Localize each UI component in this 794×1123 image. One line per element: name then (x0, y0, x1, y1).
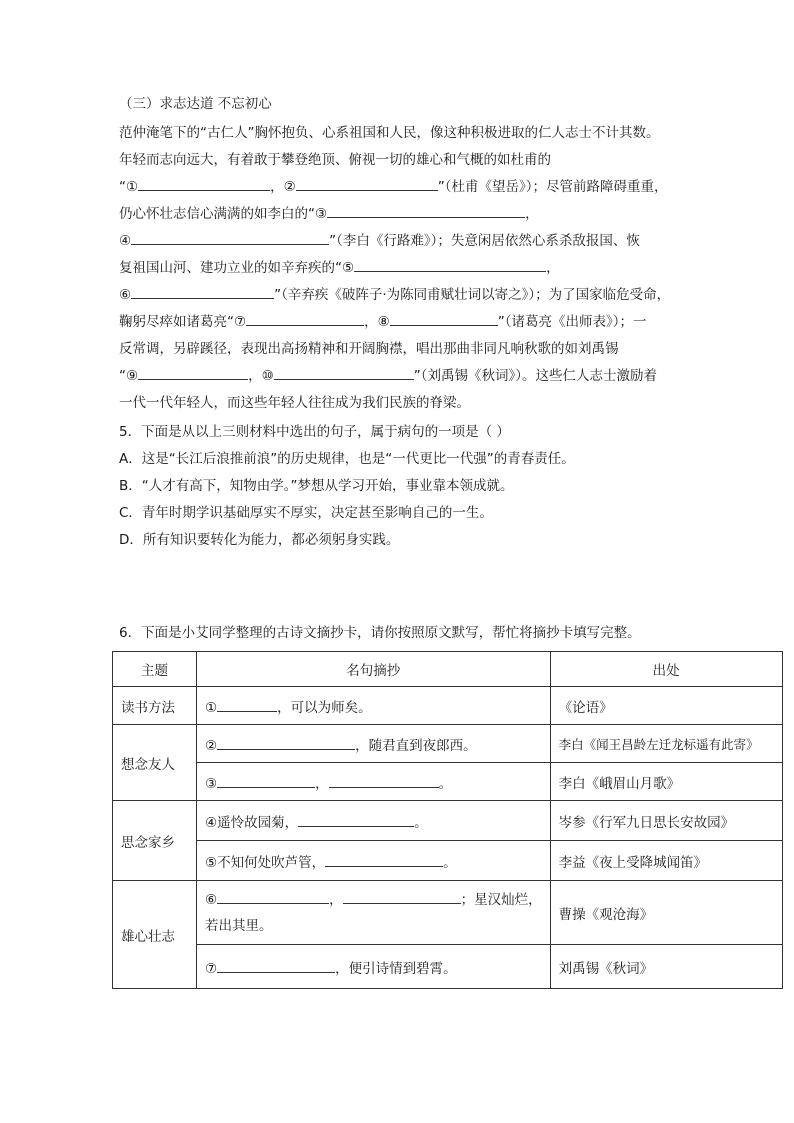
quote-cell: ③ ， 。 (197, 763, 551, 801)
passage-line-1: 范仲淹笔下的“古仁人”胸怀抱负、心系祖国和人民，像这种积极进取的仁人志士不计其数。 (119, 125, 660, 141)
source-cell: 刘禹锡《秋词》 (550, 945, 782, 989)
card-blank-5[interactable] (325, 851, 443, 867)
quote-cell: ⑤不知何处吹芦管， 。 (197, 841, 551, 881)
passage-line-2: 年轻而志向远大，有着敢于攀登绝顶、俯视一切的雄心和气概的如杜甫的 (119, 152, 551, 168)
section-three (119, 94, 759, 554)
blank-6[interactable] (131, 283, 274, 299)
table-header-row (113, 652, 783, 687)
quote-cell: ① ，可以为师矣。 (197, 687, 551, 725)
quote-cell: ② ，随君直到夜郎西。 (197, 725, 551, 763)
blank-1[interactable] (138, 175, 270, 191)
header-source: 出处 (550, 652, 782, 687)
passage-line-6: 复祖国山河、建功立业的如辛弃疾的“⑤ ， (119, 255, 759, 282)
source-cell: 李白《闻王昌龄左迁龙标遥有此寄》 (550, 725, 782, 763)
quote-cell: ④遥怜故园菊， 。 (197, 801, 551, 841)
card-blank-1[interactable] (217, 696, 277, 712)
source-cell: 曹操《观沧海》 (550, 881, 782, 945)
blank-2[interactable] (296, 175, 438, 191)
blank-8[interactable] (390, 310, 498, 326)
source-cell: 岑参《行军九日思长安故园》 (550, 801, 782, 841)
header-theme: 主题 (113, 652, 197, 687)
q5-option-d[interactable]: D．所有知识要转化为能力，都必须躬身实践。 (119, 532, 400, 548)
theme-ambition: 雄心壮志 (113, 881, 197, 989)
passage-line-3: “① ，② ”（杜甫《望岳》）；尽管前路障碍重重， (119, 174, 759, 201)
passage-line-11: 一代一代年轻人，而这些年轻人往往成为我们民族的脊梁。 (119, 395, 470, 411)
card-blank-6a[interactable] (217, 888, 329, 904)
table-row (113, 687, 783, 725)
theme-reading: 读书方法 (113, 687, 197, 725)
source-cell: 李益《夜上受降城闻笛》 (550, 841, 782, 881)
card-blank-2[interactable] (217, 734, 355, 750)
q6-stem: 6．下面是小艾同学整理的古诗文摘抄卡，请你按照原文默写，帮忙将摘抄卡填写完整。 (119, 625, 641, 641)
blank-3[interactable] (327, 202, 525, 218)
q5-option-b[interactable]: B．“人才有高下，知物由学。”梦想从学习开始，事业靠本领成就。 (119, 478, 514, 494)
quote-cell: ⑥ ， ；星汉灿烂， 若出其里。 (197, 881, 551, 945)
passage-line-8: 鞠躬尽瘁如诸葛亮“⑦ ，⑧ ”（诸葛亮《出师表》）；一 (119, 309, 759, 336)
poem-passage (119, 120, 759, 417)
table-row (113, 763, 783, 801)
table-row (113, 841, 783, 881)
card-blank-6b[interactable] (343, 888, 461, 904)
section-heading: （三）求志达道 不忘初心 (119, 96, 272, 112)
q5-stem: 5．下面是从以上三则材料中选出的句子，属于病句的一项是（ ） (119, 424, 510, 440)
card-blank-3a[interactable] (217, 772, 315, 788)
blank-9[interactable] (138, 364, 248, 380)
blank-7[interactable] (246, 310, 364, 326)
source-cell: 李白《峨眉山月歌》 (550, 763, 782, 801)
passage-line-10: “⑨ ，⑩ ”（刘禹锡《秋词》）。这些仁人志士激励着 (119, 363, 759, 390)
blank-5[interactable] (354, 256, 546, 272)
theme-friends: 想念友人 (113, 725, 197, 801)
table-row (113, 881, 783, 945)
theme-hometown: 思念家乡 (113, 801, 197, 881)
card-blank-7[interactable] (217, 957, 335, 973)
table-row (113, 725, 783, 763)
header-quote: 名句摘抄 (197, 652, 551, 687)
passage-line-5: ④ ”（李白《行路难》）；失意闲居依然心系杀敌报国、恢 (119, 228, 759, 255)
q5-option-a[interactable]: A．这是“长江后浪推前浪”的历史规律，也是“一代更比一代强”的青春责任。 (119, 451, 575, 467)
q5-option-c[interactable]: C．青年时期学识基础厚实不厚实，决定甚至影响自己的一生。 (119, 505, 493, 521)
question-5 (119, 419, 759, 554)
passage-line-7: ⑥ ”（辛弃疾《破阵子·为陈同甫赋壮词以寄之》）；为了国家临危受命， (119, 282, 759, 309)
blank-4[interactable] (131, 229, 329, 245)
passage-line-9: 反常调，另辟蹊径，表现出高扬精神和开阔胸襟，唱出那曲非同凡响秋歌的如刘禹锡 (119, 341, 619, 357)
table-row (113, 945, 783, 989)
card-blank-4[interactable] (298, 811, 414, 827)
blank-10[interactable] (274, 364, 414, 380)
passage-line-4: 仍心怀壮志信心满满的如李白的“③ ， (119, 201, 759, 228)
table-row (113, 801, 783, 841)
quote-cell: ⑦ ，便引诗情到碧霄。 (197, 945, 551, 989)
source-cell: 《论语》 (550, 687, 782, 725)
card-blank-3b[interactable] (329, 772, 439, 788)
excerpt-card-table (112, 651, 783, 989)
